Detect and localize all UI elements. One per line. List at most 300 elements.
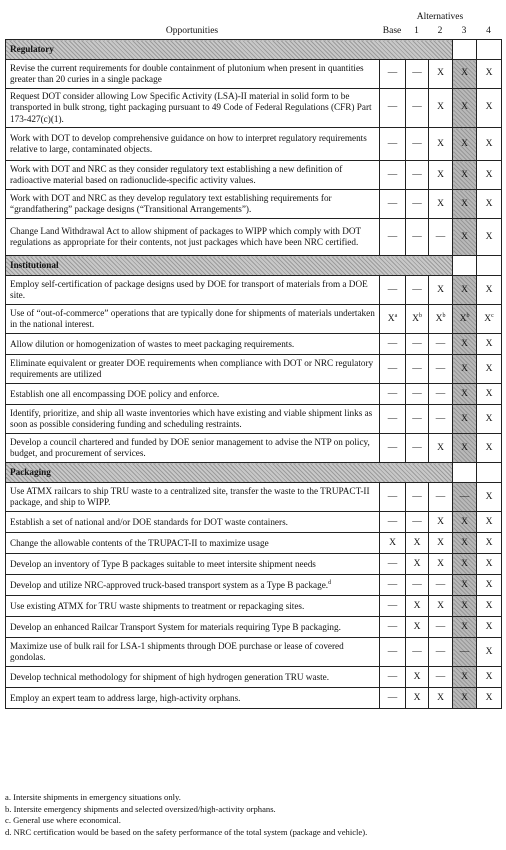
mark-value: — [435, 579, 446, 590]
mark-value: — [412, 442, 422, 453]
mark-value: — [387, 600, 398, 611]
alternative-cell-3 [453, 688, 477, 709]
mark-value: X [461, 169, 468, 180]
section-header-row [6, 40, 502, 60]
alternative-cell-base [380, 617, 406, 638]
mark-value: X [389, 537, 396, 548]
mark-value: — [435, 491, 446, 502]
footnote: b. Intersite emergency shipments and selected oversized/high-activity orphans. [5, 803, 276, 814]
opportunity-text [6, 190, 380, 219]
mark-value: — [387, 491, 398, 502]
opportunity-label: Employ self-certification of package designs used by DOE for transport of materials from a DOE site. [10, 278, 368, 301]
opportunity-text [6, 405, 380, 434]
alternative-cell-base [380, 305, 406, 334]
mark-value: — [387, 621, 398, 632]
alternative-cell-4 [477, 190, 502, 219]
mark-value: X [413, 671, 421, 682]
alternative-cell-2 [429, 190, 453, 219]
mark-value: X [461, 692, 468, 703]
mark-value: — [387, 138, 398, 149]
alternative-cell-4 [477, 483, 502, 512]
section-header-cell-4 [477, 40, 502, 60]
mark-value: X [437, 198, 444, 209]
alternative-cell-3 [453, 60, 477, 89]
alternative-cell-3 [453, 161, 477, 190]
section-header-row [6, 256, 502, 276]
alternative-cell-3 [453, 554, 477, 575]
alternative-cell-4 [477, 617, 502, 638]
opportunities-table [5, 39, 502, 709]
mark-value: — [412, 388, 422, 399]
alternative-cell-4 [477, 305, 502, 334]
section-title: Packaging [6, 463, 453, 483]
alternative-cell-1 [406, 434, 429, 463]
mark-value: X [437, 284, 444, 295]
mark-value: X [485, 600, 493, 611]
mark-value: X [485, 284, 493, 295]
mark-value: X [485, 198, 493, 209]
mark-value: — [412, 338, 422, 349]
opportunity-label: Employ an expert team to address large, high-activity orphans. [10, 692, 241, 703]
mark-value: X [485, 671, 493, 682]
mark-value: — [387, 442, 398, 453]
alternative-cell-2 [429, 575, 453, 596]
opportunity-text [6, 638, 380, 667]
alternative-cell-4 [477, 219, 502, 256]
alternative-cell-base [380, 434, 406, 463]
alternative-cell-2 [429, 384, 453, 405]
table-header [5, 10, 501, 39]
alternative-cell-1 [406, 554, 429, 575]
alternative-cell-3 [453, 219, 477, 256]
alternative-cell-2 [429, 533, 453, 554]
alternative-cell-1 [406, 161, 429, 190]
mark-value: X [413, 537, 421, 548]
mark-value: — [387, 646, 398, 657]
table-row [6, 483, 502, 512]
mark-value: X [461, 231, 468, 242]
opportunity-text [6, 305, 380, 334]
mark-value: X [437, 600, 444, 611]
alternative-cell-3 [453, 276, 477, 305]
alternative-cell-2 [429, 617, 453, 638]
alternative-cell-2 [429, 305, 453, 334]
alternative-cell-2 [429, 276, 453, 305]
mark-value: — [459, 646, 470, 657]
table-row [6, 128, 502, 161]
alternative-cell-1 [406, 533, 429, 554]
opportunity-text [6, 533, 380, 554]
table-row [6, 276, 502, 305]
alternative-cell-base [380, 405, 406, 434]
opportunity-label: Use ATMX railcars to ship TRU waste to a centralized site, transfer the waste to the TRUPACT-II package, and ship to WIPP. [10, 485, 370, 508]
table-row [6, 355, 502, 384]
table-row [6, 596, 502, 617]
alternative-cell-3 [453, 596, 477, 617]
table-row [6, 219, 502, 256]
table-row [6, 575, 502, 596]
opportunities-heading: Opportunities [165, 26, 219, 36]
table-row [6, 384, 502, 405]
opportunity-text [6, 434, 380, 463]
opportunity-text [6, 617, 380, 638]
alternative-cell-1 [406, 190, 429, 219]
mark-value: — [387, 102, 398, 113]
mark-value: X [461, 671, 468, 682]
mark-value: X [461, 516, 468, 527]
section-title: Institutional [6, 256, 453, 276]
alternative-cell-base [380, 219, 406, 256]
mark-value: X [461, 600, 468, 611]
alternative-cell-4 [477, 161, 502, 190]
table-row [6, 305, 502, 334]
table-row [6, 688, 502, 709]
mark-value: X [485, 516, 493, 527]
alternative-cell-3 [453, 384, 477, 405]
alternative-cell-2 [429, 405, 453, 434]
alternative-cell-4 [477, 89, 502, 128]
alternative-cell-base [380, 190, 406, 219]
opportunity-text [6, 554, 380, 575]
alternative-cell-1 [406, 128, 429, 161]
alternative-cell-base [380, 533, 406, 554]
mark-value: X [437, 68, 444, 79]
opportunity-label: Develop an enhanced Railcar Transport System for materials requiring Type B packaging. [10, 621, 341, 632]
mark-value: — [387, 413, 398, 424]
section-header-cell-4 [477, 256, 502, 276]
mark-value: X [485, 68, 493, 79]
mark-value: X [485, 442, 493, 453]
footnote-marker: a [394, 312, 398, 319]
mark-value: X [461, 442, 468, 453]
mark-value: — [387, 363, 398, 374]
mark-value: X [485, 102, 493, 113]
alternative-cell-base [380, 355, 406, 384]
mark-value: — [412, 284, 422, 295]
mark-value: X [437, 138, 444, 149]
alternative-cell-4 [477, 434, 502, 463]
mark-value: X [437, 102, 444, 113]
alternative-cell-3 [453, 334, 477, 355]
mark-value: — [387, 692, 398, 703]
mark-value: — [387, 169, 398, 180]
alternative-cell-3 [453, 190, 477, 219]
opportunity-label: Change the allowable contents of the TRUPACT-II to maximize usage [10, 537, 269, 548]
opportunity-text [6, 334, 380, 355]
alternative-cell-1 [406, 219, 429, 256]
mark-value: — [387, 388, 398, 399]
mark-value: X [461, 138, 468, 149]
footnote-marker: b [442, 312, 446, 319]
mark-value: X [437, 442, 444, 453]
mark-value: X [461, 537, 468, 548]
mark-value: X [459, 313, 467, 324]
alternative-cell-base [380, 667, 406, 688]
mark-value: X [461, 198, 468, 209]
alternative-cell-1 [406, 688, 429, 709]
mark-value: X [461, 68, 468, 79]
opportunity-text [6, 355, 380, 384]
alternative-cell-4 [477, 512, 502, 533]
table-row [6, 434, 502, 463]
mark-value: — [387, 338, 398, 349]
alternatives-matrix [5, 10, 501, 709]
alternative-cell-4 [477, 688, 502, 709]
section-header-row [6, 463, 502, 483]
alternative-cell-base [380, 483, 406, 512]
opportunity-label: Develop a council chartered and funded by DOE senior management to advise the NTP on policy, budget, and procurement of services. [10, 436, 370, 459]
opportunity-text [6, 483, 380, 512]
mark-value: X [413, 692, 421, 703]
alternative-cell-4 [477, 596, 502, 617]
footnotes [5, 792, 367, 839]
opportunity-text [6, 219, 380, 256]
opportunity-text [6, 512, 380, 533]
alternative-cell-2 [429, 128, 453, 161]
alternative-cell-4 [477, 554, 502, 575]
alternative-cell-3 [453, 89, 477, 128]
table-row [6, 617, 502, 638]
mark-value: X [485, 169, 493, 180]
mark-value: X [461, 363, 468, 374]
mark-value: X [485, 558, 493, 569]
section-header-cell-4 [477, 463, 502, 483]
mark-value: X [461, 284, 468, 295]
mark-value: — [387, 671, 398, 682]
column-header-1: 1 [414, 26, 419, 36]
mark-value: — [412, 579, 422, 590]
footnote-marker: c [491, 312, 494, 319]
mark-value: X [485, 338, 493, 349]
mark-value: — [435, 231, 446, 242]
alternative-cell-2 [429, 219, 453, 256]
opportunity-label: Develop technical methodology for shipment of high hydrogen generation TRU waste. [10, 671, 330, 682]
opportunity-label: Work with DOT and NRC as they consider regulatory text establishing a new definition of radioactive material based on radionuclide-specific activity values. [10, 163, 343, 186]
alternative-cell-4 [477, 575, 502, 596]
alternative-cell-3 [453, 434, 477, 463]
mark-value: — [387, 516, 398, 527]
mark-value: — [412, 68, 422, 79]
alternative-cell-4 [477, 405, 502, 434]
alternative-cell-3 [453, 355, 477, 384]
alternative-cell-1 [406, 667, 429, 688]
alternative-cell-1 [406, 638, 429, 667]
alternative-cell-3 [453, 533, 477, 554]
alternative-cell-1 [406, 384, 429, 405]
alternative-cell-2 [429, 512, 453, 533]
mark-value: X [461, 102, 468, 113]
alternative-cell-4 [477, 533, 502, 554]
table-row [6, 554, 502, 575]
alternative-cell-2 [429, 161, 453, 190]
alternative-cell-4 [477, 667, 502, 688]
mark-value: — [387, 198, 398, 209]
mark-value: X [413, 621, 421, 632]
table-row [6, 190, 502, 219]
mark-value: — [435, 621, 446, 632]
mark-value: X [435, 313, 443, 324]
opportunity-label: Use existing ATMX for TRU waste shipments to treatment or repackaging sites. [10, 600, 305, 611]
column-header-2: 2 [437, 26, 443, 36]
alternative-cell-base [380, 554, 406, 575]
mark-value: X [485, 388, 493, 399]
opportunity-text [6, 575, 380, 596]
column-header-4: 4 [486, 26, 491, 36]
alternative-cell-base [380, 89, 406, 128]
section-header-cell-3 [453, 256, 477, 276]
mark-value: — [412, 231, 422, 242]
alternative-cell-1 [406, 355, 429, 384]
alternative-cell-4 [477, 60, 502, 89]
opportunity-text [6, 667, 380, 688]
alternative-cell-2 [429, 638, 453, 667]
mark-value: — [387, 68, 398, 79]
opportunity-label: Allow dilution or homogenization of wastes to meet packaging requirements. [10, 338, 295, 349]
opportunity-label: Identify, prioritize, and ship all waste inventories which have existing and viable shipment links as soon as possible considering funding and scheduling restraints. [10, 407, 373, 430]
opportunity-label: Work with DOT to develop comprehensive guidance on how to interpret regulatory requirements relative to large, contaminated objects. [10, 132, 367, 155]
mark-value: — [412, 491, 422, 502]
alternative-cell-1 [406, 305, 429, 334]
opportunity-text [6, 161, 380, 190]
alternative-cell-3 [453, 405, 477, 434]
alternative-cell-3 [453, 667, 477, 688]
mark-value: X [461, 338, 468, 349]
opportunity-text [6, 128, 380, 161]
mark-value: — [412, 516, 422, 527]
alternative-cell-base [380, 384, 406, 405]
mark-value: — [412, 138, 422, 149]
mark-value: X [485, 491, 493, 502]
mark-value: X [413, 600, 421, 611]
mark-value: X [437, 169, 444, 180]
alternative-cell-3 [453, 483, 477, 512]
opportunity-text [6, 89, 380, 128]
opportunity-label: Use of “out-of-commerce” operations that are typically done for shipments of materials undertaken in the national interest. [10, 307, 375, 330]
alternative-cell-2 [429, 554, 453, 575]
alternative-cell-1 [406, 405, 429, 434]
alternative-cell-1 [406, 89, 429, 128]
alternative-cell-3 [453, 128, 477, 161]
alternative-cell-2 [429, 483, 453, 512]
mark-value: — [435, 671, 446, 682]
alternatives-heading: Alternatives [416, 12, 464, 22]
opportunity-text [6, 384, 380, 405]
alternative-cell-2 [429, 334, 453, 355]
mark-value: X [485, 537, 493, 548]
opportunity-label: Maximize use of bulk rail for LSA-1 shipments through DOE purchase or lease of covered gondolas. [10, 640, 344, 663]
mark-value: — [387, 284, 398, 295]
mark-value: — [435, 363, 446, 374]
opportunity-label: Establish a set of national and/or DOE standards for DOT waste containers. [10, 516, 288, 527]
opportunity-label: Establish one all encompassing DOE policy and enforce. [10, 388, 220, 399]
table-row [6, 89, 502, 128]
alternative-cell-1 [406, 575, 429, 596]
mark-value: X [412, 313, 419, 324]
section-header-cell-3 [453, 40, 477, 60]
alternative-cell-base [380, 128, 406, 161]
alternative-cell-4 [477, 276, 502, 305]
mark-value: X [413, 558, 421, 569]
alternative-cell-3 [453, 617, 477, 638]
mark-value: X [485, 646, 493, 657]
opportunity-label: Change Land Withdrawal Act to allow shipment of packages to WIPP which comply with DOT regulations as appropriate for their contents, not just packages which have been NRC certified. [10, 225, 361, 248]
mark-value: X [387, 313, 395, 324]
mark-value: X [461, 558, 468, 569]
mark-value: X [485, 363, 493, 374]
mark-value: — [435, 388, 446, 399]
alternative-cell-base [380, 276, 406, 305]
section-header-cell-3 [453, 463, 477, 483]
alternative-cell-1 [406, 596, 429, 617]
mark-value: X [437, 692, 444, 703]
footnote-marker: b [418, 312, 422, 319]
alternative-cell-2 [429, 89, 453, 128]
alternative-cell-3 [453, 512, 477, 533]
mark-value: X [485, 579, 493, 590]
mark-value: — [435, 646, 446, 657]
opportunity-text [6, 60, 380, 89]
mark-value: X [461, 621, 468, 632]
alternative-cell-2 [429, 596, 453, 617]
mark-value: X [461, 579, 468, 590]
alternative-cell-2 [429, 667, 453, 688]
mark-value: — [412, 363, 422, 374]
mark-value: — [412, 102, 422, 113]
footnote: a. Intersite shipments in emergency situations only. [5, 792, 181, 802]
alternative-column-headers [379, 26, 501, 36]
table-row [6, 667, 502, 688]
mark-value: X [485, 692, 493, 703]
footnote: d. NRC certification would be based on the safety performance of the total system (package and vehicle). [5, 827, 368, 838]
table-row [6, 60, 502, 89]
alternative-cell-base [380, 596, 406, 617]
opportunity-label: Work with DOT and NRC as they develop regulatory text establishing requirements for “grandfathering” package designs (“Transitional Arrangements”). [10, 192, 332, 215]
opportunity-text [6, 596, 380, 617]
alternative-cell-1 [406, 617, 429, 638]
mark-value: X [437, 537, 444, 548]
mark-value: — [459, 491, 470, 502]
alternative-cell-4 [477, 638, 502, 667]
table-row [6, 334, 502, 355]
alternative-cell-2 [429, 60, 453, 89]
mark-value: — [435, 338, 446, 349]
table-row [6, 638, 502, 667]
mark-value: — [412, 169, 422, 180]
mark-value: — [387, 558, 398, 569]
mark-value: X [485, 138, 493, 149]
mark-value: X [461, 413, 468, 424]
mark-value: X [485, 231, 493, 242]
footnote: c. General use where economical. [5, 815, 121, 826]
alternative-cell-base [380, 334, 406, 355]
table-row [6, 512, 502, 533]
alternative-cell-1 [406, 512, 429, 533]
mark-value: X [485, 621, 493, 632]
alternative-cell-1 [406, 334, 429, 355]
alternative-cell-3 [453, 575, 477, 596]
mark-value: — [412, 646, 422, 657]
alternative-cell-base [380, 638, 406, 667]
opportunity-text [6, 276, 380, 305]
table-row [6, 161, 502, 190]
opportunity-label: Eliminate equivalent or greater DOE requirements when compliance with DOT or NRC regulatory requirements are utilized [10, 357, 374, 380]
opportunity-label: Revise the current requirements for double containment of plutonium when present in quantities greater than 20 curies in a single package [10, 62, 364, 84]
mark-value: — [412, 413, 422, 424]
alternative-cell-1 [406, 276, 429, 305]
alternative-cell-base [380, 688, 406, 709]
alternative-cell-base [380, 575, 406, 596]
alternative-cell-2 [429, 688, 453, 709]
